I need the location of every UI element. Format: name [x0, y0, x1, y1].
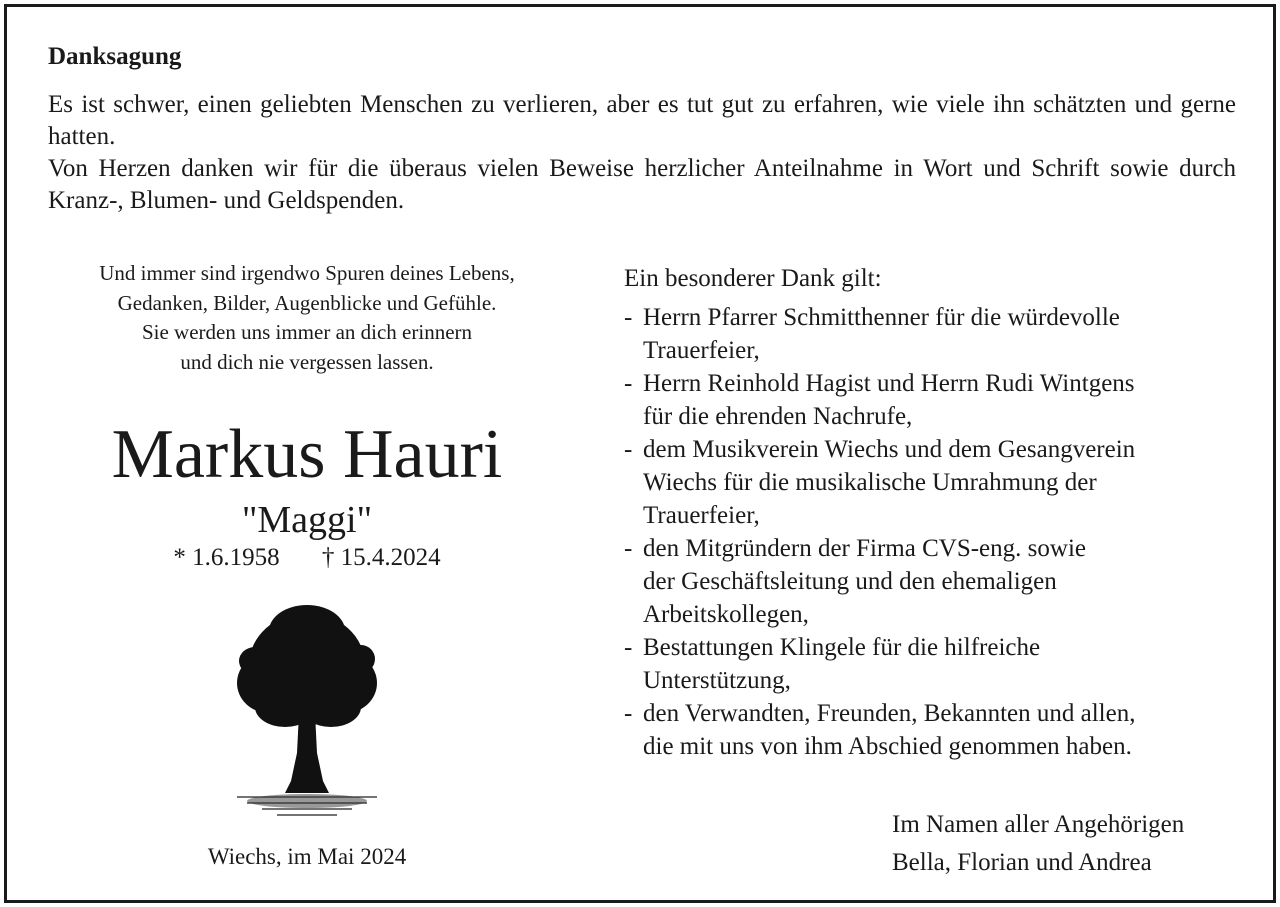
tree-icon: [227, 603, 387, 833]
place-date: Wiechs, im Mai 2024: [207, 844, 407, 869]
thanks-title: Ein besonderer Dank gilt:: [624, 265, 882, 292]
deceased-name: Markus Hauri: [111, 416, 503, 493]
special-thanks: [624, 262, 1244, 763]
signature-line-1: Im Namen aller Angehörigen: [892, 811, 1185, 838]
intro-paragraph-2: Von Herzen danken wir für die überaus vielen Beweise herzlicher Anteilnahme in Wort und Schrift sowie durch Kranz-, Blumen- und Geldspenden.: [48, 155, 1236, 214]
list-item-line: - den Verwandten, Freunden, Bekannten und allen,: [643, 700, 1136, 727]
list-item-line: Trauerfeier,: [643, 502, 760, 529]
poem-line: Gedanken, Bilder, Augenblicke und Gefühle.: [117, 290, 497, 315]
list-item-line: Trauerfeier,: [643, 337, 760, 364]
list-item-line: die mit uns von ihm Abschied genommen haben.: [643, 733, 1132, 760]
list-item: [624, 631, 1244, 697]
list-item-line: - Bestattungen Klingele für die hilfreiche: [643, 634, 1041, 661]
list-item: [624, 532, 1244, 631]
death-date: † 15.4.2024: [321, 544, 441, 571]
thanks-list: [624, 301, 1244, 763]
obituary-card: [4, 4, 1276, 903]
poem-line: Sie werden uns immer an dich erinnern: [141, 320, 473, 344]
poem: [27, 259, 587, 377]
list-item: [624, 301, 1244, 367]
heading: Danksagung: [48, 43, 182, 70]
poem-line: und dich nie vergessen lassen.: [180, 349, 434, 374]
memorial-column: [27, 259, 587, 871]
list-item: [624, 697, 1244, 763]
list-item-line: - dem Musikverein Wiechs und dem Gesangverein: [643, 436, 1136, 463]
intro-text: [48, 89, 1236, 217]
list-item-line: - den Mitgründern der Firma CVS-eng. sowie: [643, 535, 1086, 562]
list-item-line: Unterstützung,: [643, 667, 791, 694]
list-item-line: - Herrn Reinhold Hagist und Herrn Rudi Wintgens: [643, 370, 1135, 397]
list-item-line: Wiechs für die musikalische Umrahmung der: [643, 469, 1097, 496]
list-item-line: für die ehrenden Nachrufe,: [643, 403, 913, 430]
intro-paragraph-1: Es ist schwer, einen geliebten Menschen zu verlieren, aber es tut gut zu erfahren, wie viele ihn schätzten und gerne hatten.: [48, 91, 1236, 150]
signature: [892, 806, 1184, 882]
list-item: [624, 433, 1244, 532]
deceased-nickname: "Maggi": [241, 499, 373, 541]
poem-line: Und immer sind irgendwo Spuren deines Lebens,: [99, 261, 515, 285]
list-item-line: Arbeitskollegen,: [643, 601, 809, 628]
list-item-line: - Herrn Pfarrer Schmitthenner für die würdevolle: [643, 304, 1120, 331]
signature-names: Bella, Florian und Andrea: [892, 849, 1152, 876]
list-item: [624, 367, 1244, 433]
list-item-line: der Geschäftsleitung und den ehemaligen: [643, 568, 1057, 595]
life-dates: [27, 543, 587, 573]
birth-date: * 1.6.1958: [173, 544, 280, 571]
